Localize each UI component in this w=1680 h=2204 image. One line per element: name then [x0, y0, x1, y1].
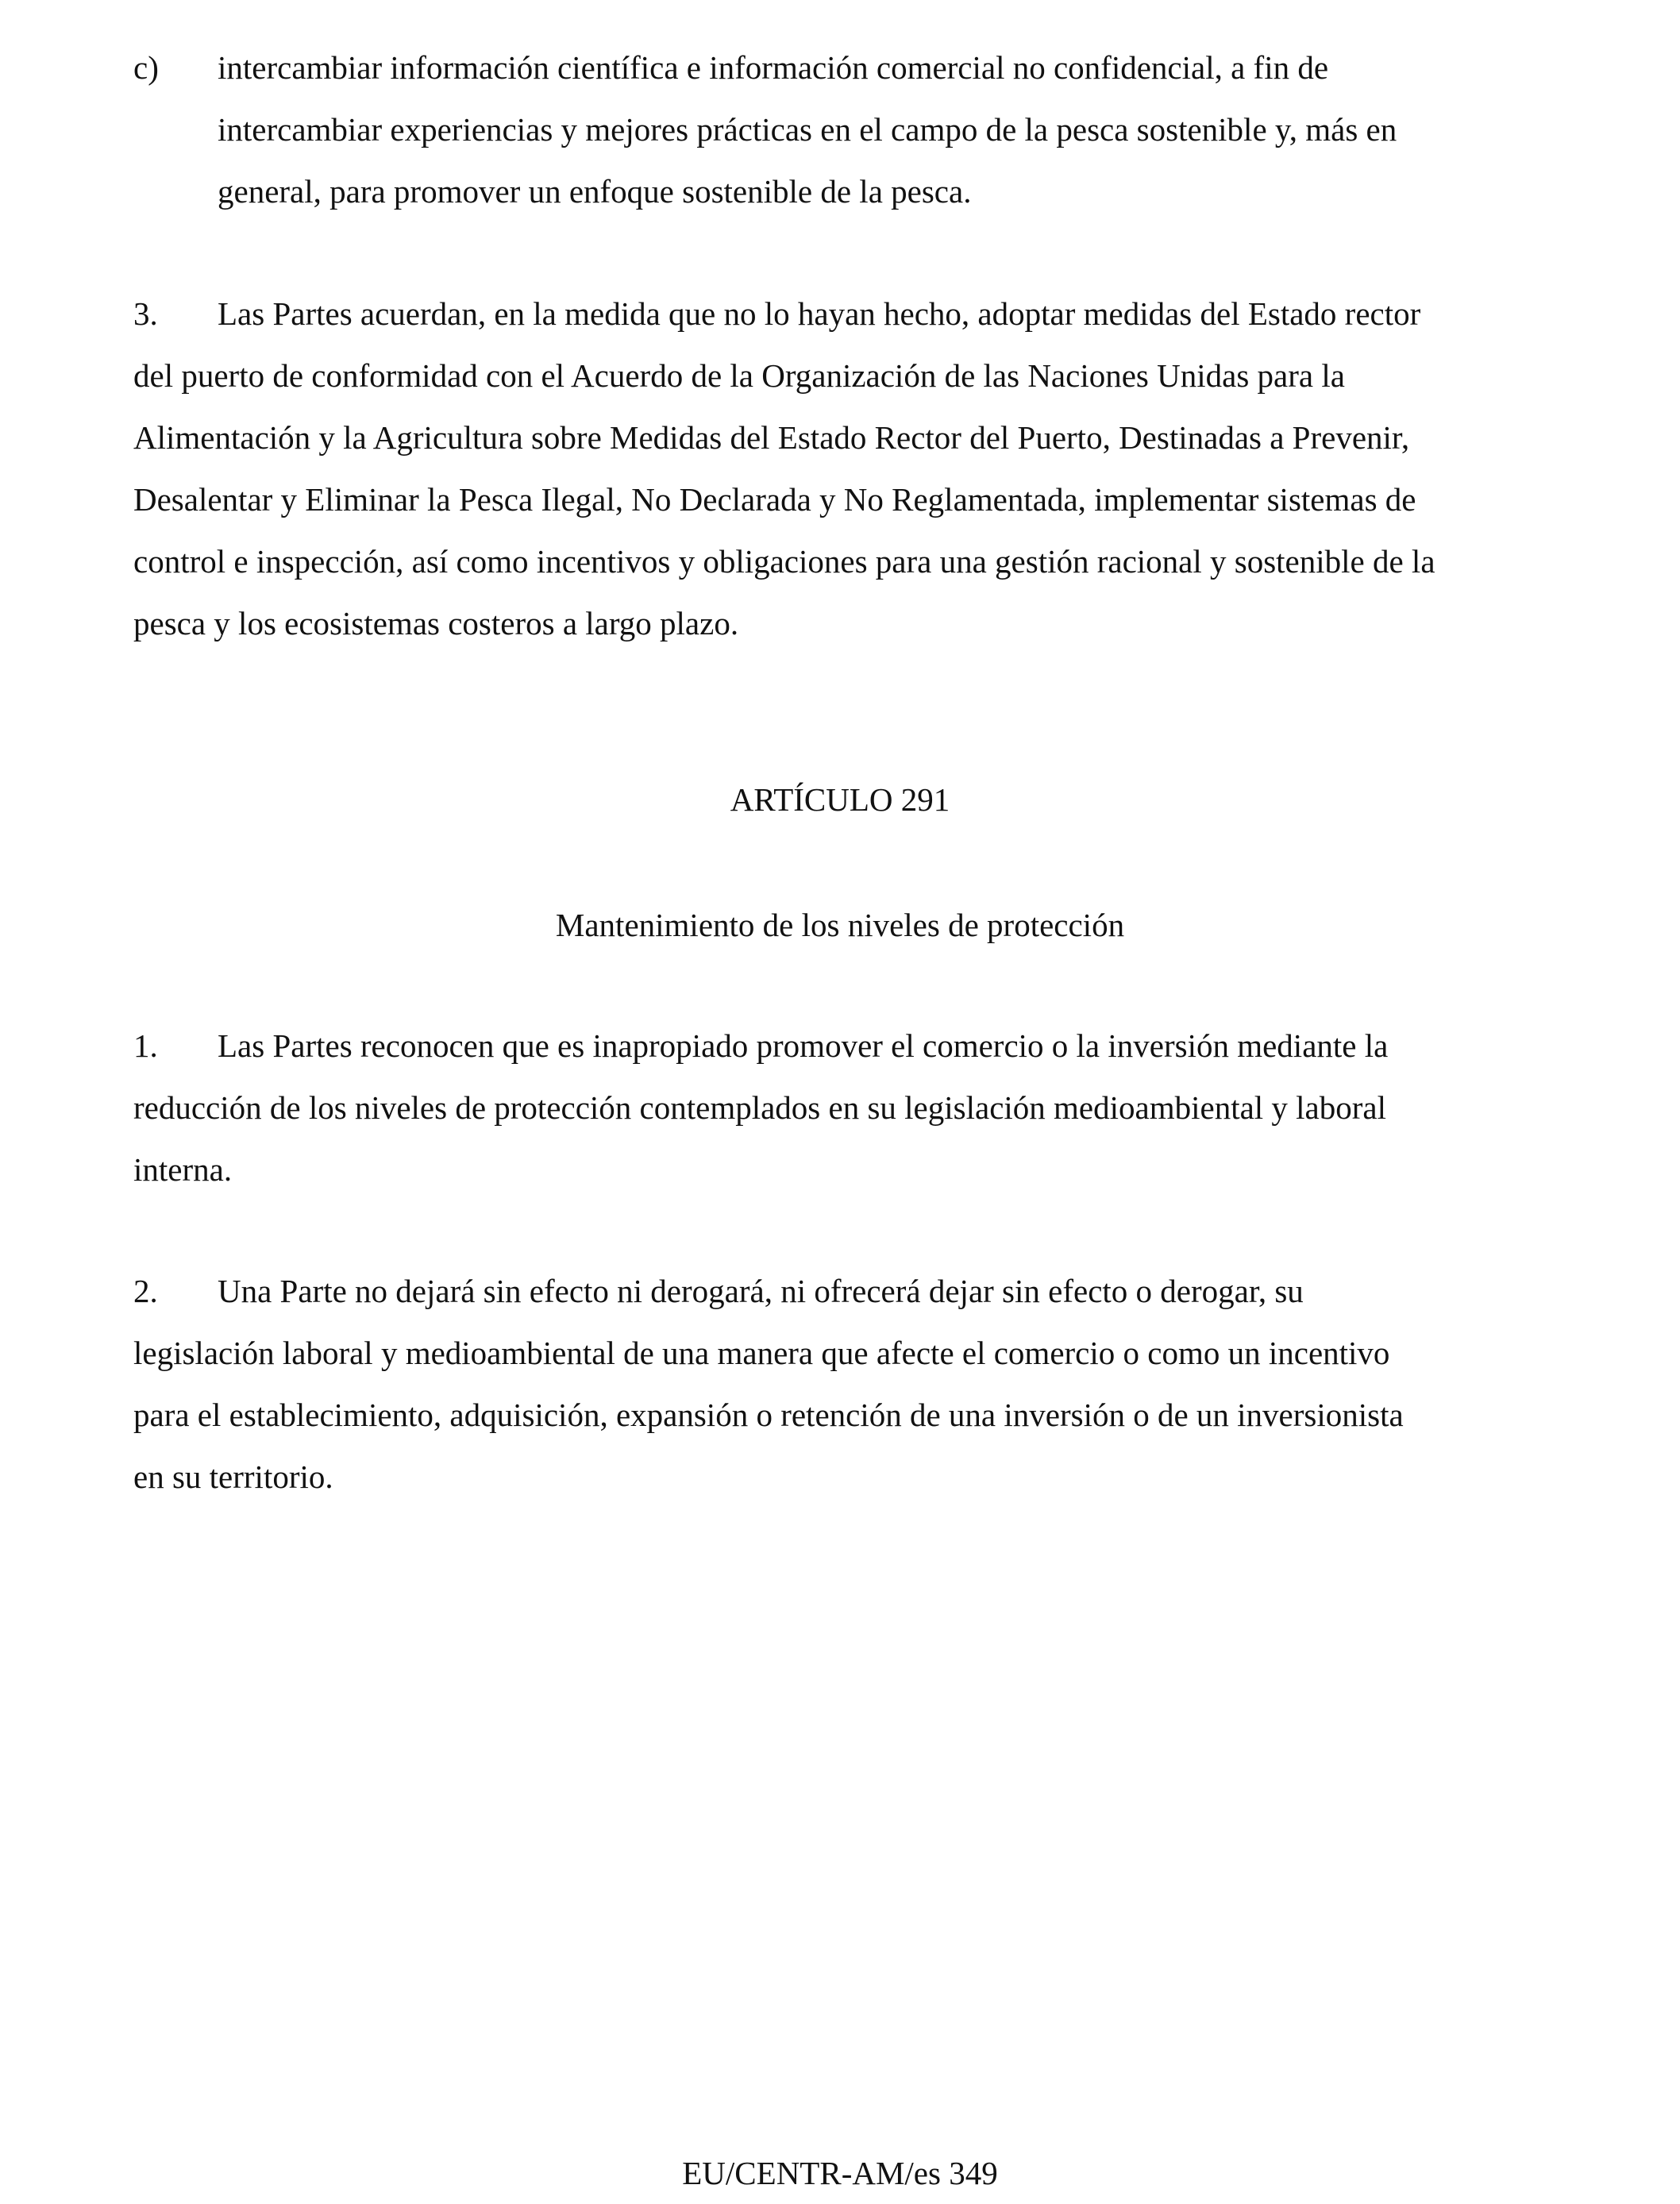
text-line: interna. [133, 1151, 233, 1188]
text-line: pesca y los ecosistemas costeros a largo plazo. [133, 605, 739, 642]
list-item-text [218, 37, 1567, 222]
text-line: 3. Las Partes acuerdan, en la medida que no lo hayan hecho, adoptar medidas del Estado rector [133, 283, 1570, 345]
page-reference-footer: EU/CENTR-AM/es 349 [682, 2155, 998, 2191]
list-item-marker: c) [133, 49, 159, 86]
text-line: reducción de los niveles de protección contemplados en su legislación medioambiental y laboral [133, 1089, 1386, 1126]
paragraph-2 [133, 1260, 1570, 1508]
text-line: Alimentación y la Agricultura sobre Medidas del Estado Rector del Puerto, Destinadas a Prevenir, [133, 419, 1410, 456]
text-line: general, para promover un enfoque sostenible de la pesca. [218, 173, 972, 210]
text-line: intercambiar experiencias y mejores prácticas en el campo de la pesca sostenible y, más en [218, 111, 1397, 148]
text-line: en su territorio. [133, 1458, 333, 1495]
paragraph-number: 1. [133, 1027, 158, 1064]
paragraph-3 [133, 283, 1570, 654]
text-line: legislación laboral y medioambiental de una manera que afecte el comercio o como un incentivo [133, 1335, 1390, 1371]
paragraph-number: 3. [133, 295, 158, 332]
text-line: 1. Las Partes reconocen que es inapropiado promover el comercio o la inversión mediante la [133, 1015, 1570, 1077]
list-item-c [0, 37, 1680, 227]
text-line: intercambiar información científica e información comercial no confidencial, a fin de [218, 49, 1329, 86]
text-line: 2. Una Parte no dejará sin efecto ni derogará, ni ofrecerá dejar sin efecto o derogar, su [133, 1260, 1570, 1322]
paragraph-number: 2. [133, 1273, 158, 1309]
article-heading: ARTÍCULO 291 [730, 781, 950, 818]
paragraph-1 [133, 1015, 1570, 1200]
text-line: Desalentar y Eliminar la Pesca Ilegal, No Declarada y No Reglamentada, implementar sistemas de [133, 481, 1416, 518]
text-line: del puerto de conformidad con el Acuerdo de la Organización de las Naciones Unidas para la [133, 357, 1345, 394]
text-line: control e inspección, así como incentivos y obligaciones para una gestión racional y sostenible de la [133, 543, 1435, 580]
article-title: Mantenimiento de los niveles de protección [555, 907, 1125, 943]
text-line: para el establecimiento, adquisición, expansión o retención de una inversión o de un inversionista [133, 1397, 1404, 1433]
